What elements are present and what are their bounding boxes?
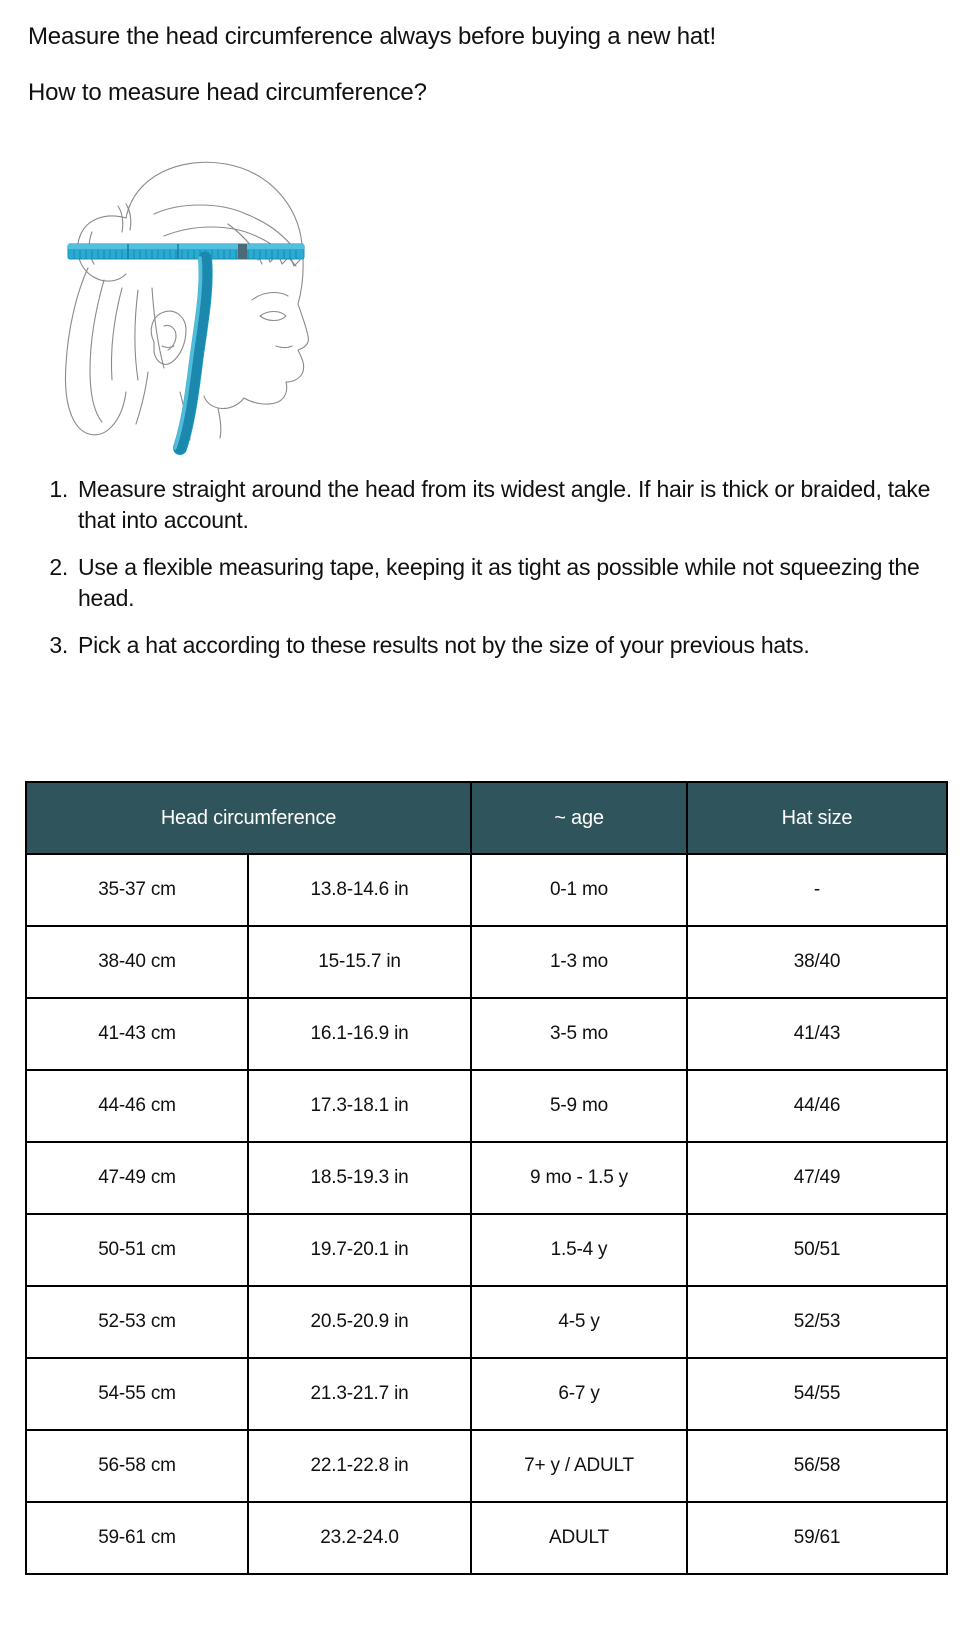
cell-hat-size: 52/53 — [687, 1286, 947, 1358]
cell-hat-size: 54/55 — [687, 1358, 947, 1430]
page-title: Measure the head circumference always before buying a new hat! — [28, 23, 716, 50]
cell-cm: 54-55 cm — [26, 1358, 248, 1430]
cell-hat-size: 59/61 — [687, 1502, 947, 1574]
cell-cm: 56-58 cm — [26, 1430, 248, 1502]
cell-hat-size: 44/46 — [687, 1070, 947, 1142]
table-row — [26, 1142, 947, 1214]
table-row — [26, 1430, 947, 1502]
table-row — [26, 998, 947, 1070]
list-item: Measure straight around the head from its widest angle. If hair is thick or braided, take that into account. — [78, 476, 931, 534]
table-row — [26, 854, 947, 926]
cell-age: ADULT — [471, 1502, 687, 1574]
cell-age: 4-5 y — [471, 1286, 687, 1358]
instruction-list — [0, 474, 976, 661]
table-row — [26, 1214, 947, 1286]
cell-age: 3-5 mo — [471, 998, 687, 1070]
list-item: Pick a hat according to these results not by the size of your previous hats. — [78, 632, 810, 659]
heading-block — [0, 0, 976, 108]
list-item: Use a flexible measuring tape, keeping it as tight as possible while not squeezing the head. — [78, 554, 920, 612]
cell-age: 5-9 mo — [471, 1070, 687, 1142]
cell-in: 18.5-19.3 in — [248, 1142, 471, 1214]
cell-age: 0-1 mo — [471, 854, 687, 926]
cell-age: 1.5-4 y — [471, 1214, 687, 1286]
cell-in: 15-15.7 in — [248, 926, 471, 998]
cell-cm: 35-37 cm — [26, 854, 248, 926]
column-header-age: ~ age — [471, 782, 687, 854]
table-row — [26, 1358, 947, 1430]
cell-cm: 44-46 cm — [26, 1070, 248, 1142]
cell-in: 13.8-14.6 in — [248, 854, 471, 926]
hat-size-table — [25, 781, 948, 1575]
head-measuring-illustration — [30, 140, 330, 460]
table-row — [26, 1070, 947, 1142]
cell-in: 20.5-20.9 in — [248, 1286, 471, 1358]
table-header-row — [26, 782, 947, 854]
cell-in: 21.3-21.7 in — [248, 1358, 471, 1430]
cell-in: 23.2-24.0 — [248, 1502, 471, 1574]
cell-cm: 52-53 cm — [26, 1286, 248, 1358]
cell-cm: 59-61 cm — [26, 1502, 248, 1574]
cell-age: 1-3 mo — [471, 926, 687, 998]
cell-cm: 38-40 cm — [26, 926, 248, 998]
cell-hat-size: 38/40 — [687, 926, 947, 998]
cell-hat-size: 41/43 — [687, 998, 947, 1070]
measuring-tape-horizontal — [68, 244, 304, 259]
cell-in: 16.1-16.9 in — [248, 998, 471, 1070]
cell-age: 9 mo - 1.5 y — [471, 1142, 687, 1214]
cell-in: 19.7-20.1 in — [248, 1214, 471, 1286]
column-header-head-circumference: Head circumference — [26, 782, 471, 854]
cell-age: 6-7 y — [471, 1358, 687, 1430]
cell-hat-size: 50/51 — [687, 1214, 947, 1286]
cell-cm: 50-51 cm — [26, 1214, 248, 1286]
table-header — [26, 782, 947, 854]
cell-in: 22.1-22.8 in — [248, 1430, 471, 1502]
table-row — [26, 926, 947, 998]
cell-cm: 47-49 cm — [26, 1142, 248, 1214]
cell-hat-size: - — [687, 854, 947, 926]
table-row — [26, 1286, 947, 1358]
cell-age: 7+ y / ADULT — [471, 1430, 687, 1502]
cell-hat-size: 56/58 — [687, 1430, 947, 1502]
table-row — [26, 1502, 947, 1574]
table-body — [26, 854, 947, 1574]
cell-hat-size: 47/49 — [687, 1142, 947, 1214]
hat-size-table-container — [25, 781, 946, 1575]
cell-cm: 41-43 cm — [26, 998, 248, 1070]
illustration-container — [0, 134, 976, 464]
column-header-hat-size: Hat size — [687, 782, 947, 854]
cell-in: 17.3-18.1 in — [248, 1070, 471, 1142]
section-title: How to measure head circumference? — [28, 79, 427, 106]
